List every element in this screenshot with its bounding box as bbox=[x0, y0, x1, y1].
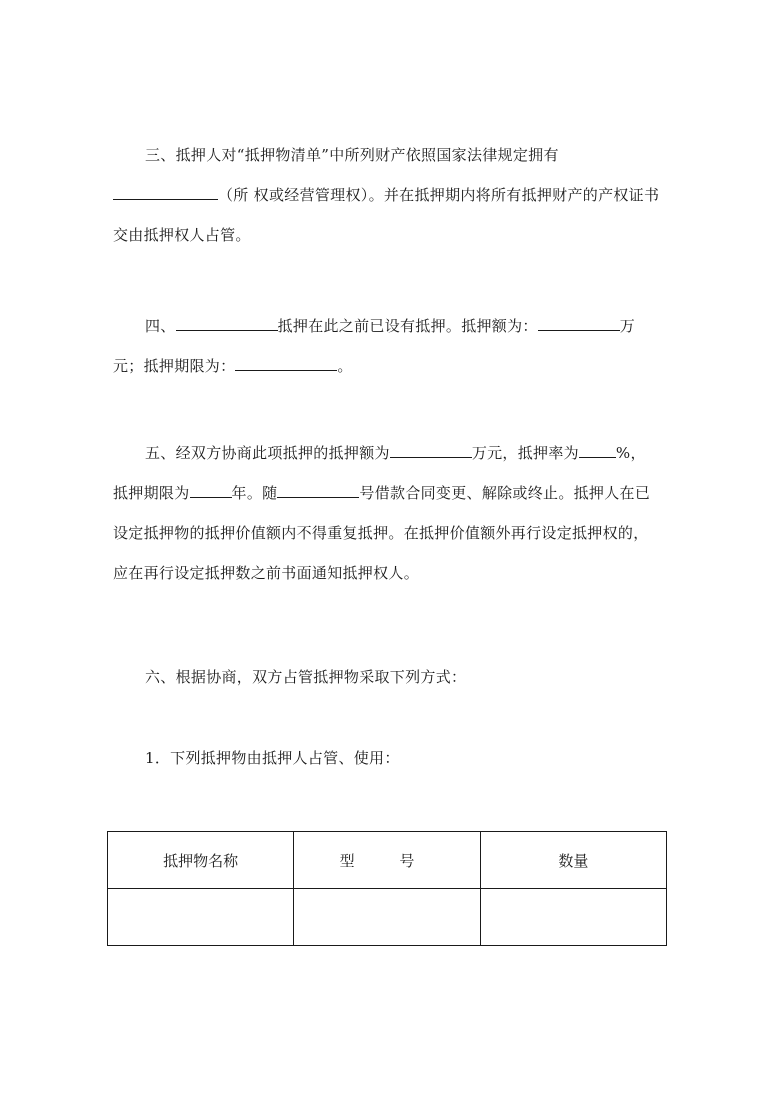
mortgage-rate-blank[interactable] bbox=[579, 439, 616, 458]
item-1-text: 1．下列抵押物由抵押人占管、使用： bbox=[145, 749, 400, 767]
clause-4-text-c: 。 bbox=[337, 357, 353, 375]
prior-term-blank[interactable] bbox=[235, 352, 337, 371]
table-cell-quantity[interactable] bbox=[480, 889, 666, 946]
clause-4-text-b: 万元；抵押期限为： bbox=[113, 317, 636, 375]
prior-mortgage-blank[interactable] bbox=[176, 312, 278, 331]
clause-3-text-a: 三、抵押人对“抵押物清单”中所列财产依照国家法律规定拥有 bbox=[145, 146, 559, 164]
clause-5-text-b: 万元，抵押率为 bbox=[471, 444, 579, 462]
clause-4 bbox=[113, 306, 661, 386]
clause-3-text-b: （所 权或经营管理权）。并在抵押期内将所有抵押财产的产权证书交由抵押权人占管。 bbox=[113, 186, 660, 244]
clause-6-text: 六、根据协商，双方占管抵押物采取下列方式： bbox=[145, 668, 467, 686]
clause-5-text-d: 年。随 bbox=[231, 484, 278, 502]
mortgage-amount-blank[interactable] bbox=[390, 439, 472, 458]
clause-6 bbox=[113, 657, 661, 697]
clause-5-text-a: 五、经双方协商此项抵押的抵押额为 bbox=[145, 444, 390, 462]
collateral-table bbox=[107, 831, 667, 946]
column-header-model: 型 号 bbox=[294, 832, 480, 889]
clause-5-text-e: 号借款合同变更、解除或终止。抵押人在已设定抵押物的抵押价值额内不得重复抵押。在抵押价值额外再行设定抵押权的，应在再行设定抵押数之前书面通知抵押权人。 bbox=[113, 484, 651, 582]
table-cell-name[interactable] bbox=[108, 889, 294, 946]
column-header-quantity: 数量 bbox=[480, 832, 666, 889]
clause-4-prefix: 四、 bbox=[145, 317, 176, 335]
column-header-name: 抵押物名称 bbox=[108, 832, 294, 889]
table-cell-model[interactable] bbox=[294, 889, 480, 946]
item-1-heading bbox=[145, 738, 693, 778]
clause-5-text-c: %，抵押期限为 bbox=[113, 444, 646, 502]
prior-amount-blank[interactable] bbox=[538, 312, 620, 331]
ownership-blank[interactable] bbox=[113, 181, 218, 200]
mortgage-years-blank[interactable] bbox=[190, 479, 232, 498]
table-header-row bbox=[108, 832, 667, 889]
clause-3 bbox=[113, 135, 661, 255]
loan-contract-number-blank[interactable] bbox=[277, 479, 359, 498]
clause-5 bbox=[113, 433, 661, 593]
clause-4-text-a: 抵押在此之前已设有抵押。抵押额为： bbox=[277, 317, 538, 335]
table-row bbox=[108, 889, 667, 946]
